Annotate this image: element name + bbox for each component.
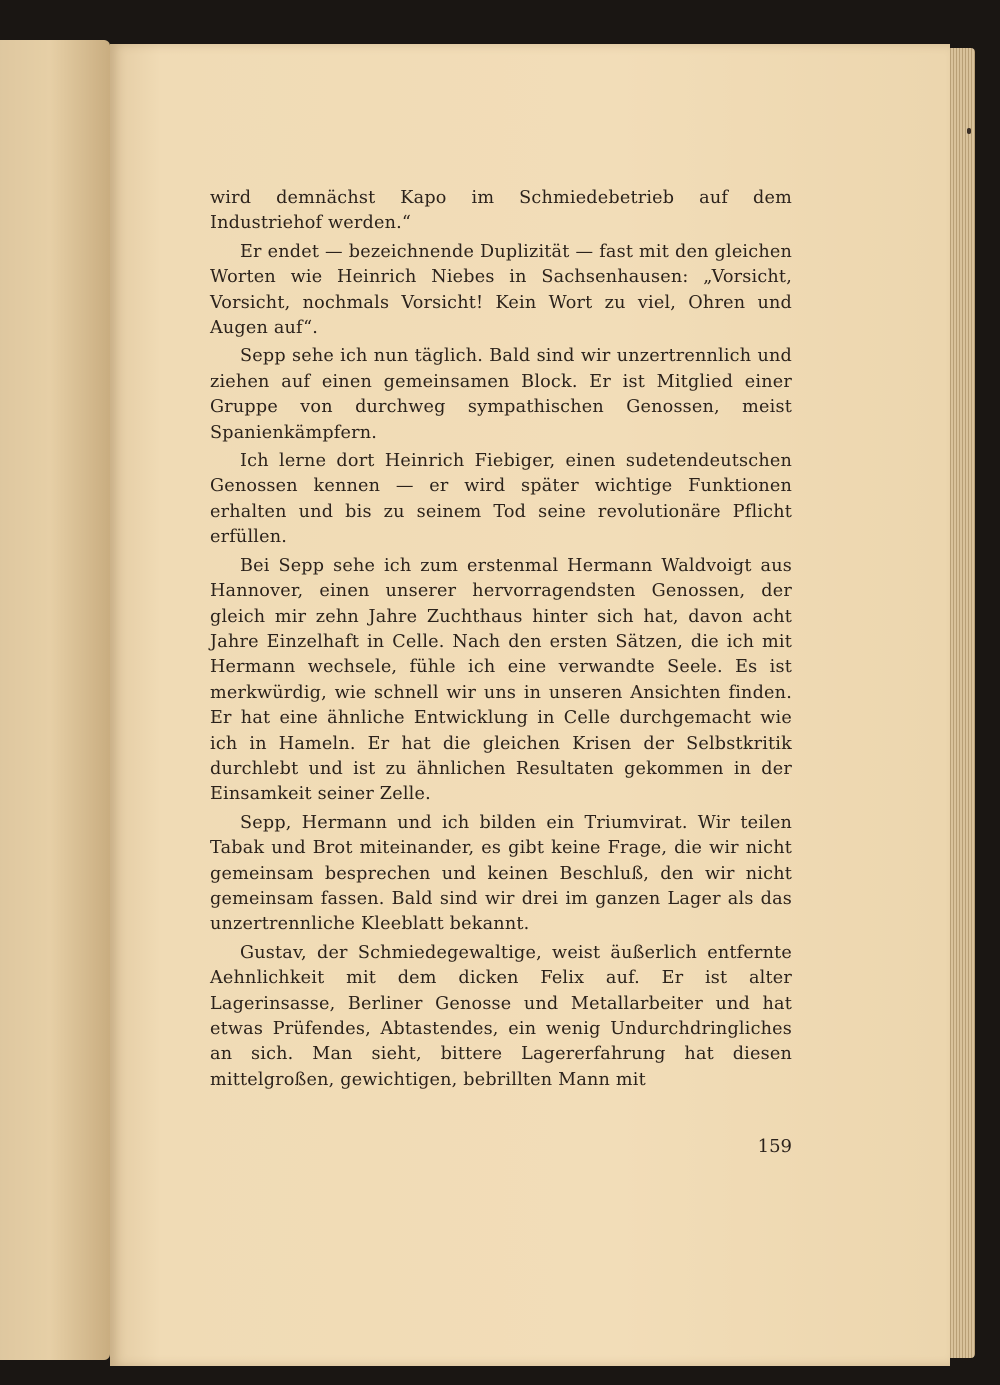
- paragraph: wird demnächst Kapo im Schmiedebetrieb auf dem Industriehof werden.“: [210, 188, 792, 234]
- left-page-edge: [0, 40, 110, 1360]
- book-page: [110, 44, 950, 1366]
- paragraph: Sepp, Hermann und ich bilden ein Triumvirat. Wir teilen Tabak und Brot miteinander, es gibt keine Frage, die wir nicht gemeinsam besprechen und keinen Beschluß, den wir nicht gemeinsam fassen. Bald sind wir drei im ganzen Lager als das unzertrennliche Kleeblatt bekannt.: [210, 812, 792, 935]
- paragraph: Er endet — bezeichnende Duplizität — fast mit den gleichen Worten wie Heinrich Niebes in Sachsenhausen: „Vorsicht, Vorsicht, nochmals Vorsicht! Kein Wort zu viel, Ohren und Augen auf“.: [210, 241, 792, 339]
- paragraph: Ich lerne dort Heinrich Fiebiger, einen sudetendeutschen Genossen kennen — er wird später wichtige Funktionen erhalten und bis zu seinem Tod seine revolutionäre Pflicht erfüllen.: [210, 451, 792, 548]
- dust-speck: [967, 128, 971, 134]
- paragraph: Sepp sehe ich nun täglich. Bald sind wir unzertrennlich und ziehen auf einen gemeinsamen Block. Er ist Mitglied einer Gruppe von durchweg sympathischen Genossen, meist Spanienkämpfern.: [210, 346, 792, 443]
- paragraph: Gustav, der Schmiedegewaltige, weist äußerlich entfernte Aehnlichkeit mit dem dicken Felix auf. Er ist alter Lagerinsasse, Berliner Genosse und Metallarbeiter und hat etwas Prüfendes, Abtastendes, ein wenig Undurchdringliches an sich. Man sieht, bittere Lagererfahrung hat diesen mittelgroßen, gewichtigen, bebrillten Mann mit: [210, 942, 792, 1090]
- body-text: [210, 186, 792, 1096]
- page-number: 159: [757, 1136, 792, 1157]
- paragraph: Bei Sepp sehe ich zum erstenmal Hermann Waldvoigt aus Hannover, einen unserer hervorragendsten Genossen, der gleich mir zehn Jahre Zuchthaus hinter sich hat, davon acht Jahre Einzelhaft in Celle. Nach den ersten Sätzen, die ich mit Hermann wechsele, fühle ich eine verwandte Seele. Es ist merkwürdig, wie schnell wir uns in unseren Ansichten finden. Er hat eine ähnliche Entwicklung in Celle durchgemacht wie ich in Hameln. Er hat die gleichen Krisen der Selbstkritik durchlebt und ist zu ähnlichen Resultaten gekommen in der Einsamkeit seiner Zelle.: [210, 555, 792, 805]
